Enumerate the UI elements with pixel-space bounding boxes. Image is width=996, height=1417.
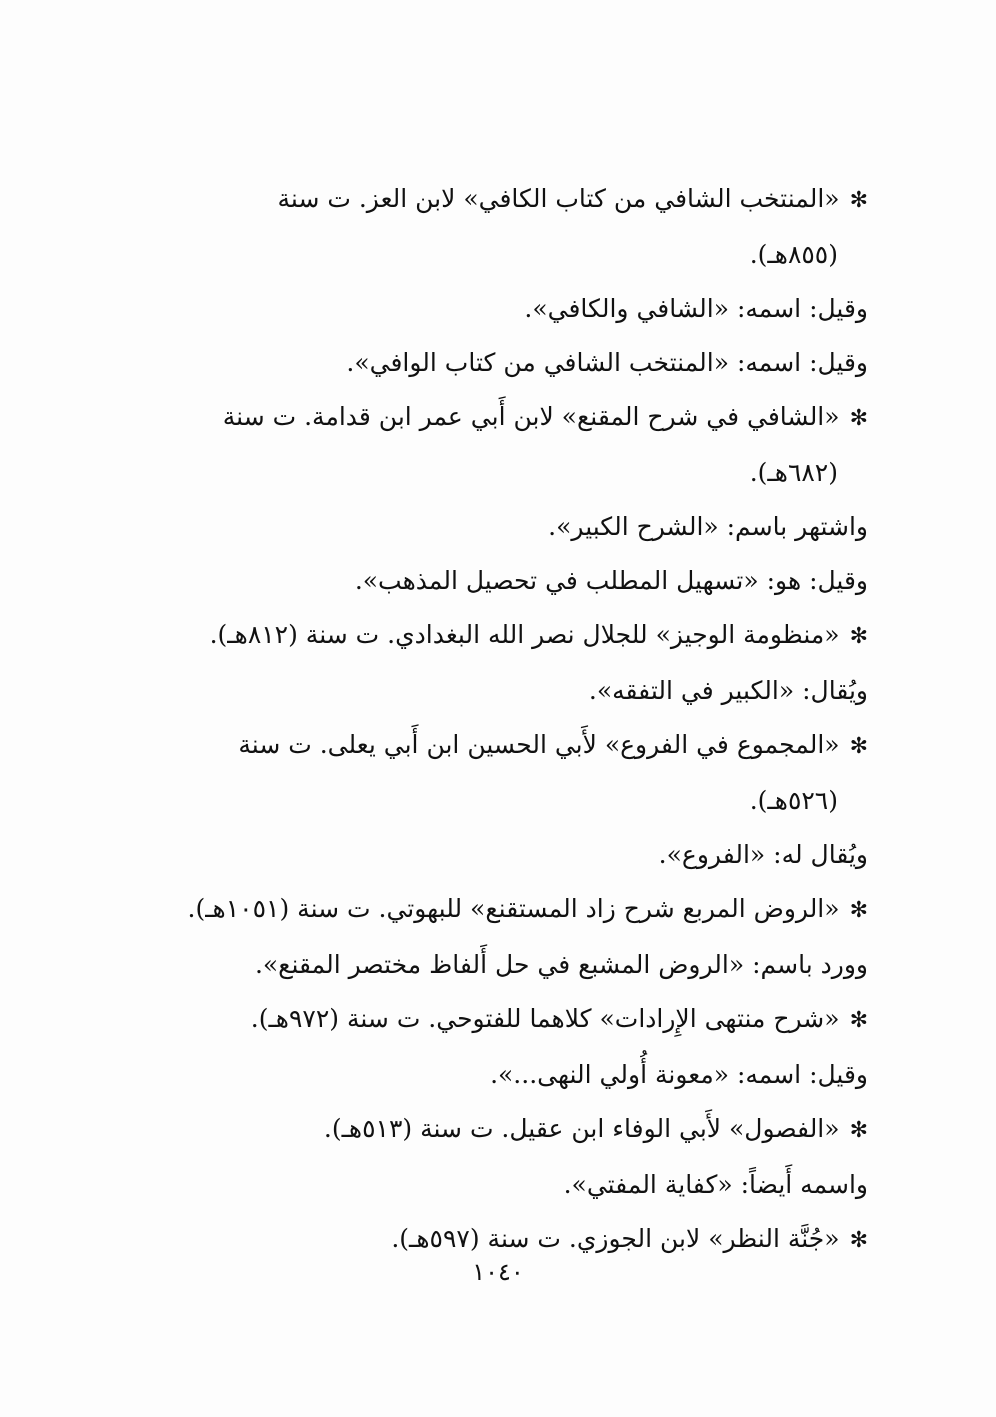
note-line: وقيل: اسمه: «معونة أُولي النهى...». <box>490 1060 868 1089</box>
entry-text: «شرح منتهى الإِرادات» كلاهما للفتوحي. ت سنة (٩٧٢هـ). <box>250 1004 840 1033</box>
asterisk-icon: ✻ <box>849 1008 868 1033</box>
entry-text: «جُنَّة النظر» لابن الجوزي. ت سنة (٥٩٧هـ). <box>391 1224 840 1253</box>
note-line: واسمه أَيضاً: «كفاية المفتي». <box>563 1170 868 1199</box>
entry-text: «الروض المربع شرح زاد المستقنع» للبهوتي. ت سنة (١٠٥١هـ). <box>187 894 840 923</box>
entry-line <box>162 172 868 228</box>
note-line: وورد باسم: «الروض المشبع في حل أَلفاظ مختصر المقنع». <box>254 950 868 979</box>
asterisk-icon: ✻ <box>849 734 868 759</box>
note-line: ويُقال: «الكبير في التفقه». <box>588 676 868 705</box>
asterisk-icon: ✻ <box>849 188 868 213</box>
entry-line <box>162 1102 868 1158</box>
entry-line <box>162 608 868 664</box>
entry-line <box>162 882 868 938</box>
entry-text: «الفصول» لأَبي الوفاء ابن عقيل. ت سنة (٥١٣هـ). <box>323 1114 840 1143</box>
asterisk-icon: ✻ <box>849 1118 868 1143</box>
asterisk-icon: ✻ <box>849 1228 868 1253</box>
entry-text: «المجموع في الفروع» لأَبي الحسين ابن أَبي يعلى. ت سنة <box>238 730 840 759</box>
asterisk-icon: ✻ <box>849 624 868 649</box>
asterisk-icon: ✻ <box>849 406 868 431</box>
entry-continuation: (٨٥٥هـ). <box>749 240 838 269</box>
note-line: ويُقال له: «الفروع». <box>658 840 868 869</box>
entry-text: «المنتخب الشافي من كتاب الكافي» لابن العز. ت سنة <box>277 184 840 213</box>
entry-text: «منظومة الوجيز» للجلال نصر الله البغدادي. ت سنة (٨١٢هـ). <box>209 620 840 649</box>
note-line: واشتهر باسم: «الشرح الكبير». <box>548 512 868 541</box>
asterisk-icon: ✻ <box>849 898 868 923</box>
page-number: ١٠٤٠ <box>472 1258 524 1286</box>
entry-continuation: (٦٨٢هـ). <box>749 458 838 487</box>
entry-text: «الشافي في شرح المقنع» لابن أَبي عمر ابن قدامة. ت سنة <box>222 402 840 431</box>
note-line: وقيل: هو: «تسهيل المطلب في تحصيل المذهب». <box>354 566 868 595</box>
entry-line <box>162 390 868 446</box>
entry-line <box>162 992 868 1048</box>
page-body <box>162 172 868 1268</box>
entry-continuation: (٥٢٦هـ). <box>749 786 838 815</box>
note-line: وقيل: اسمه: «المنتخب الشافي من كتاب الوافي». <box>346 348 868 377</box>
note-line: وقيل: اسمه: «الشافي والكافي». <box>524 294 868 323</box>
entry-line <box>162 718 868 774</box>
